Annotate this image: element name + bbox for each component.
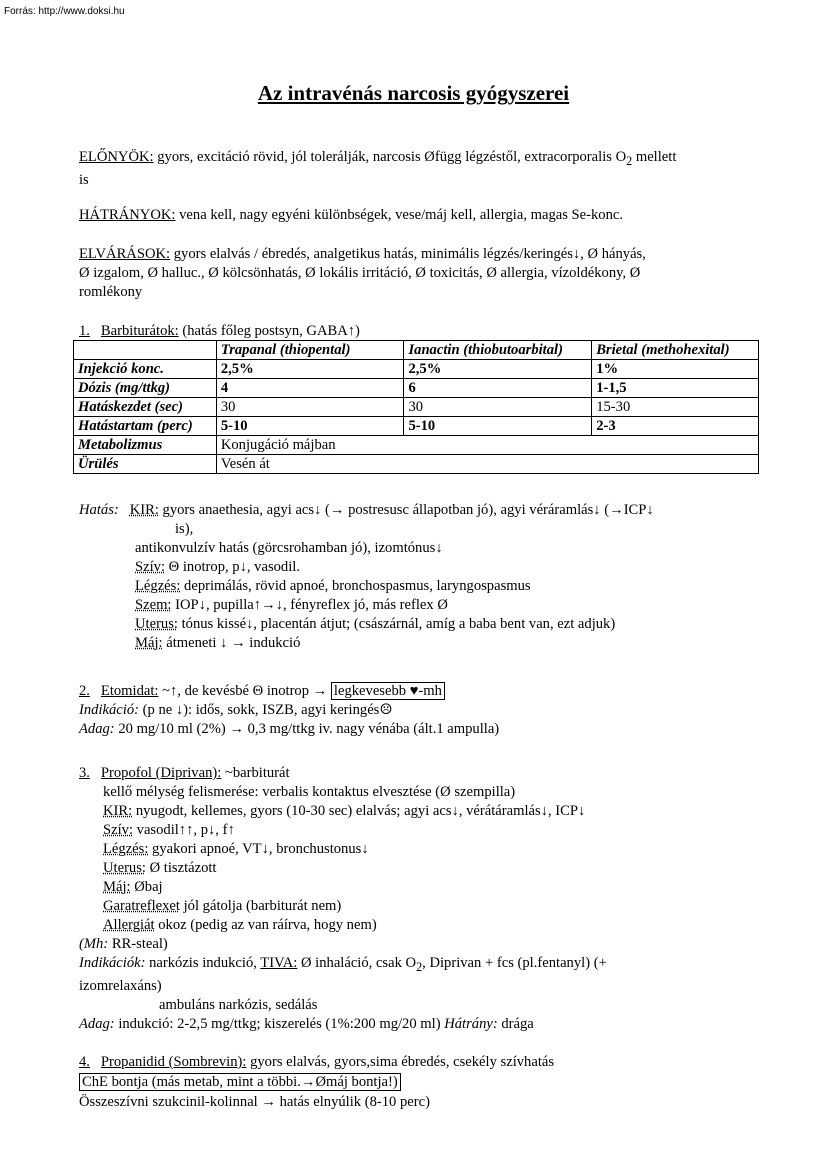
elvarasok-line2: Ø izgalom, Ø halluc., Ø kölcsönhatás, Ø lokális irritáció, Ø toxicitás, Ø allergia, vízoldékony, Ø	[79, 265, 641, 281]
propofol-tiva-label: TIVA:	[260, 955, 298, 971]
hatas-legzes-text: deprimálás, rövid apnoé, bronchospasmus, laryngospasmus	[180, 578, 531, 594]
propanidid-heading: Propanidid (Sombrevin):	[100, 1054, 247, 1070]
elvarasok-label: ELVÁRÁSOK:	[79, 246, 171, 262]
elonyok-text3: is	[79, 171, 89, 188]
propofol-sziv-text: vasodil↑↑, p↓, f↑	[133, 822, 235, 838]
etomidat-text: ~↑, de kevésbé Θ inotrop →	[158, 683, 331, 699]
propofol-hatrany-text: drága	[497, 1015, 534, 1032]
propofol-line1: kellő mélység felismerése: verbalis kontaktus elvesztése (Ø szempilla)	[103, 784, 516, 800]
table-cell: Konjugáció májban	[216, 436, 758, 455]
hatranyok-text: vena kell, nagy egyéni különbségek, vese/máj kell, allergia, magas Se-konc.	[175, 207, 624, 223]
table-corner-cell	[74, 341, 217, 360]
barbi-title: Barbiturátok:	[100, 323, 179, 339]
etomidat-heading: Etomidat:	[100, 683, 159, 699]
propofol-num: 3.	[79, 765, 90, 781]
hatranyok-label: HÁTRÁNYOK:	[79, 207, 176, 223]
propofol-section	[79, 764, 749, 1034]
barbiturate-table	[73, 340, 759, 474]
elonyok-text2: mellett	[632, 149, 677, 165]
table-row	[74, 379, 759, 398]
propofol-ind-sub: 2	[416, 959, 423, 974]
propofol-heading: Propofol (Diprivan):	[100, 765, 222, 781]
table-col-header: Brietal (methohexital)	[592, 341, 759, 360]
elonyok-section	[79, 148, 749, 190]
propanidid-boxed: ChE bontja (más metab, mint a többi.→Ømáj bontja!)	[79, 1073, 401, 1091]
source-label: Forrás: http://www.doksi.hu	[4, 6, 125, 17]
propofol-hatrany-label: Hátrány:	[444, 1015, 498, 1032]
etomidat-adag-text: 20 mg/10 ml (2%) → 0,3 mg/ttkg iv. nagy vénába (ált.1 ampulla)	[114, 721, 500, 737]
hatas-kir-cont: is),	[175, 521, 194, 537]
hatas-uterus-text: tónus kissé↓, placentán átjut; (császárnál, amíg a baba bent van, ezt adjuk)	[177, 616, 616, 632]
table-cell: 6	[404, 379, 592, 398]
table-cell: 15-30	[592, 398, 759, 417]
etomidat-boxed: legkevesebb ♥-mh	[331, 682, 445, 700]
table-row	[74, 360, 759, 379]
propofol-ind-label: Indikációk:	[79, 955, 146, 971]
propofol-maj-label: Máj:	[103, 879, 131, 895]
table-row	[74, 436, 759, 455]
hatas-section	[79, 501, 749, 653]
propofol-uterus-text: Ø tisztázott	[145, 860, 217, 876]
propofol-kir-text: nyugodt, kellemes, gyors (10-30 sec) elalvás; agyi acs↓, vérátáramlás↓, ICP↓	[132, 803, 586, 819]
table-cell: 1-1,5	[592, 379, 759, 398]
propofol-ind-line2: izomrelaxáns)	[79, 977, 162, 994]
propofol-ind-text3: , Diprivan + fcs (pl.fentanyl) (+	[422, 955, 607, 971]
table-row	[74, 398, 759, 417]
table-cell: 5-10	[404, 417, 592, 436]
etomidat-adag-label: Adag:	[79, 721, 115, 737]
propofol-legzes-label: Légzés:	[103, 841, 149, 857]
hatas-sziv-text: Θ inotrop, p↓, vasodil.	[165, 559, 300, 575]
hatas-kir-label: KIR:	[129, 502, 159, 518]
table-cell: 1%	[592, 360, 759, 379]
table-row-label: Dózis (mg/ttkg)	[74, 379, 217, 398]
hatas-maj-text: átmeneti ↓ → indukció	[162, 635, 301, 651]
table-cell: 2,5%	[216, 360, 404, 379]
propofol-ind-text1: narkózis indukció,	[145, 955, 261, 971]
elonyok-text: gyors, excitáció rövid, jól tolerálják, narcosis Øfügg légzéstől, extracorporalis O	[153, 149, 627, 165]
hatas-legzes-label: Légzés:	[135, 578, 181, 594]
propofol-mh-text: RR-steal)	[108, 936, 168, 952]
table-row-label: Injekció konc.	[74, 360, 217, 379]
elvarasok-line3: romlékony	[79, 284, 143, 300]
etomidat-ind-label: Indikáció:	[79, 702, 139, 718]
propofol-allerg-label: Allergiát	[103, 917, 155, 933]
table-cell: Vesén át	[216, 455, 758, 474]
hatas-uterus-label: Uterus:	[135, 616, 178, 632]
hatas-maj-label: Máj:	[135, 635, 163, 651]
hatas-sziv-label: Szív:	[135, 559, 165, 575]
propofol-garat-label: Garatreflexet	[103, 898, 180, 914]
propanidid-text: gyors elalvás, gyors,sima ébredés, csekély szívhatás	[246, 1054, 555, 1070]
elonyok-sub: 2	[626, 153, 633, 168]
table-col-header: Trapanal (thiopental)	[216, 341, 404, 360]
table-col-header: Ianactin (thiobutoarbital)	[404, 341, 592, 360]
hatas-kir-text: gyors anaethesia, agyi acs↓ (→ postresusc állapotban jó), agyi véráramlás↓ (→ICP↓	[158, 502, 654, 518]
propofol-adag-label: Adag:	[79, 1015, 115, 1032]
propanidid-num: 4.	[79, 1054, 90, 1070]
table-cell: 2-3	[592, 417, 759, 436]
etomidat-section	[79, 682, 749, 739]
table-cell: 2,5%	[404, 360, 592, 379]
hatas-label: Hatás:	[79, 502, 119, 518]
page-title: Az intravénás narcosis gyógyszerei	[257, 81, 570, 105]
hatas-kir-line2: antikonvulzív hatás (görcsrohamban jó), izomtónus↓	[135, 540, 443, 556]
hatranyok-section	[79, 206, 749, 225]
hatas-szem-text: IOP↓, pupilla↑→↓, fényreflex jó, más reflex Ø	[171, 597, 448, 613]
propanidid-section	[79, 1053, 749, 1112]
propofol-adag-text: indukció: 2-2,5 mg/ttkg; kiszerelés (1%:200 mg/20 ml)	[114, 1015, 445, 1032]
table-row-label: Hatástartam (perc)	[74, 417, 217, 436]
table-row-label: Metabolizmus	[74, 436, 217, 455]
propofol-legzes-text: gyakori apnoé, VT↓, bronchustonus↓	[148, 841, 369, 857]
propanidid-last: Összeszívni szukcinil-kolinnal → hatás elnyúlik (8-10 perc)	[79, 1094, 430, 1110]
table-row	[74, 417, 759, 436]
propofol-ind-text2: Ø inhaláció, csak O	[297, 955, 417, 971]
table-header-row	[74, 341, 759, 360]
table-cell: 30	[404, 398, 592, 417]
etomidat-ind-text: (p ne ↓): idős, sokk, ISZB, agyi keringés☹	[138, 702, 393, 718]
table-row-label: Ürülés	[74, 455, 217, 474]
etomidat-num: 2.	[79, 683, 90, 699]
hatas-szem-label: Szem:	[135, 597, 172, 613]
table-row	[74, 455, 759, 474]
propofol-ind-line3: ambuláns narkózis, sedálás	[159, 996, 318, 1013]
table-cell: 5-10	[216, 417, 404, 436]
barbi-num: 1.	[79, 323, 90, 339]
elvarasok-line1: gyors elalvás / ébredés, analgetikus hatás, minimális légzés/keringés↓, Ø hányás,	[170, 246, 646, 262]
propofol-allerg-text: okoz (pedig az van ráírva, hogy nem)	[154, 917, 377, 933]
table-cell: 4	[216, 379, 404, 398]
table-row-label: Hatáskezdet (sec)	[74, 398, 217, 417]
propofol-kir-label: KIR:	[103, 803, 133, 819]
propofol-garat-text: jól gátolja (barbiturát nem)	[179, 898, 342, 914]
propofol-mh-label: (Mh:	[79, 936, 109, 952]
table-cell: 30	[216, 398, 404, 417]
barbi-heading	[79, 322, 749, 341]
elonyok-label: ELŐNYÖK:	[79, 149, 154, 165]
propofol-maj-text: Øbaj	[130, 879, 163, 895]
propofol-sziv-label: Szív:	[103, 822, 133, 838]
propofol-heading-note: ~barbiturát	[221, 765, 290, 781]
barbi-note: (hatás főleg postsyn, GABA↑)	[178, 323, 360, 339]
elvarasok-section	[79, 245, 749, 302]
propofol-uterus-label: Uterus:	[103, 860, 146, 876]
